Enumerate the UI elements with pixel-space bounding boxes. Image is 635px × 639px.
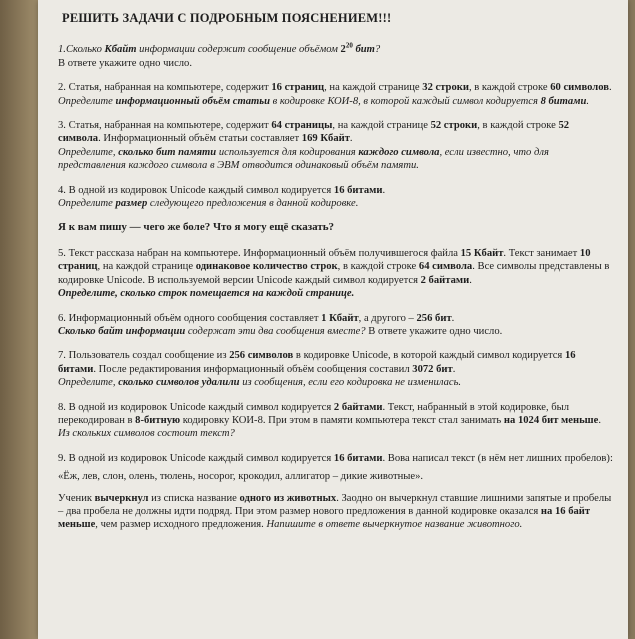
task-text: . xyxy=(382,184,386,196)
task-question: Определите xyxy=(58,95,116,107)
task-bold: 16 страниц xyxy=(271,82,325,94)
quoted-sentence: «Ёж, лев, слон, олень, тюлень, носорог, крокодил, аллигатор – дикие животные». xyxy=(58,471,424,483)
task-bold: 1 Кбайт xyxy=(321,312,359,324)
task-text: , в каждой строке xyxy=(337,261,419,273)
task-bold: 64 символа xyxy=(418,261,473,273)
task-text: . После редактирования информационный объём сообщения составил xyxy=(93,363,413,375)
task-question: Определите, xyxy=(58,146,119,158)
task-5 xyxy=(58,247,613,301)
task-text: , чем размер исходного предложения. xyxy=(95,519,267,531)
task-text: 9. В одной из кодировок Unicode каждый символ кодируется xyxy=(58,452,334,464)
worksheet xyxy=(58,8,613,543)
task-answer-note: В ответе укажите одно число. xyxy=(58,57,193,69)
task-text: . xyxy=(452,363,456,375)
task-answer-note: В ответе укажите одно число. xyxy=(365,325,503,337)
task-bold: 10 страниц xyxy=(58,247,591,273)
task-4 xyxy=(58,184,613,211)
task-question: , если известно, что для представления каждого символа в ЭВМ отводится одинаковый объём памяти. xyxy=(58,146,549,172)
task-text: . Заодно он вычеркнул ставшие лишними запятые и пробелы – два пробела не должны идти подряд. При этом размер нового предложения в данной кодировке оказался xyxy=(58,492,612,517)
task-question: Из скольких символов состоит текст? xyxy=(58,428,235,440)
task-text: , на каждой странице xyxy=(97,261,196,273)
task-bold: 52 строки xyxy=(430,120,478,132)
task-text: , в каждой строке xyxy=(468,82,551,94)
task-bold: Кбайт xyxy=(104,44,137,56)
task-question: содержат эти два сообщения вместе? xyxy=(185,325,366,337)
exponent: 20 xyxy=(345,41,353,50)
task-2 xyxy=(58,81,613,108)
task-text: 6. Информационный объём одного сообщения составляет xyxy=(58,312,322,324)
task-text: 5. Текст рассказа набран на компьютере. Информационный объём получившегося файла xyxy=(58,247,461,259)
task-question: в кодировке КОИ-8, в которой каждый символ кодируется xyxy=(269,95,541,107)
task-text: 4. В одной из кодировок Unicode каждый символ кодируется xyxy=(58,184,334,196)
section-heading: Я к вам пишу — чего же боле? Что я могу ещё сказать? xyxy=(58,221,335,234)
task-8 xyxy=(58,401,613,441)
task-text: . xyxy=(609,82,612,94)
task-question-bold: размер xyxy=(115,198,148,210)
page-title: РЕШИТЬ ЗАДАЧИ С ПОДРОБНЫМ ПОЯСНЕНИЕМ!!! xyxy=(62,11,392,25)
task-question-bold: сколько символов удалили xyxy=(118,377,240,389)
task-question: Определите, xyxy=(58,377,119,389)
task-question: . xyxy=(586,95,590,107)
task-bold: 256 бит xyxy=(416,312,452,324)
task-6 xyxy=(58,312,613,339)
task-question: Определите xyxy=(58,198,116,210)
task-text: информации содержит сообщение объёмом xyxy=(136,44,341,56)
task-bold: 32 строки xyxy=(422,82,469,94)
task-text: . xyxy=(349,133,353,145)
task-text: . Информационный объём статьи составляет xyxy=(98,133,302,145)
task-text: 3. Статья, набранная на компьютере, содержит xyxy=(58,120,272,132)
task-bold: 256 символов xyxy=(229,350,294,362)
task-text: , на каждой странице xyxy=(324,82,423,94)
task-text: , в каждой строке xyxy=(477,120,559,132)
task-question: из сообщения, если его кодировка не изменилась. xyxy=(239,377,462,389)
task-text: в кодировке Unicode, в которой каждый символ кодируется xyxy=(293,350,565,362)
task-question: следующего предложения в данной кодировке. xyxy=(147,198,359,210)
task-question: используется для кодирования xyxy=(216,146,359,158)
task-bold: 2 байтами xyxy=(420,274,470,286)
task-text: 2. Статья, набранная на компьютере, содержит xyxy=(58,82,272,94)
task-bold: 16 битами xyxy=(58,350,576,375)
task-text: 8. В одной из кодировок Unicode каждый символ кодируется xyxy=(58,401,334,413)
task-bold: на 16 байт меньше xyxy=(58,505,591,531)
task-text: . Текст, набранный в этой кодировке, был перекодирован в xyxy=(58,401,570,426)
task-text: . Все символы представлены в кодировке Unicode. В используемой версии Unicode каждый символ кодируется xyxy=(58,261,610,286)
task-bold: 64 страницы xyxy=(271,120,333,132)
task-7 xyxy=(58,349,613,389)
task-bold: 2 xyxy=(340,44,346,56)
task-bold: вычеркнул xyxy=(94,492,149,504)
task-question-bold: сколько бит памяти xyxy=(118,146,217,158)
task-bold: 16 битами xyxy=(333,452,383,464)
desk-edge xyxy=(0,0,38,639)
task-bold: бит xyxy=(352,44,375,56)
task-1 xyxy=(58,43,613,70)
task-question: Напишите в ответе вычеркнутое название животного. xyxy=(266,519,523,531)
task-bold: 52 символа xyxy=(58,120,570,145)
task-bold: одинаковое количество строк xyxy=(195,261,338,273)
task-bold: 8-битную xyxy=(135,414,181,426)
task-question-bold: информационный объём статьи xyxy=(115,95,270,107)
task-text: . xyxy=(469,274,472,286)
task-text: кодировку КОИ-8. При этом в памяти компьютера текст стал занимать xyxy=(180,414,504,426)
task-text: Ученик xyxy=(58,492,95,504)
paper-sheet xyxy=(38,0,628,639)
task-question-bold: каждого символа xyxy=(358,146,440,158)
task-text: . Текст занимает xyxy=(503,247,580,259)
task-text: из списка название xyxy=(148,492,240,504)
task-3 xyxy=(58,119,613,173)
task-text: . Вова написал текст (в нём нет лишних пробелов): xyxy=(382,452,613,464)
task-bold: 60 символов xyxy=(550,82,609,94)
task-bold: 3072 бит xyxy=(412,363,453,375)
task-9 xyxy=(58,452,613,532)
task-text: ? xyxy=(374,44,381,56)
task-text: . xyxy=(598,414,601,426)
task-bold: на 1024 бит меньше xyxy=(503,414,599,426)
task-bold: 2 байтами xyxy=(333,401,383,413)
task-text: , а другого – xyxy=(358,312,417,324)
task-bold: 16 битами xyxy=(333,184,383,196)
task-text: . xyxy=(451,312,455,324)
task-text: 1.Сколько xyxy=(58,44,105,56)
task-question-bold: Сколько байт информации xyxy=(58,325,186,337)
task-question: Определите, сколько строк помещается на каждой странице. xyxy=(58,288,355,300)
task-bold: 15 Кбайт xyxy=(460,247,504,259)
task-text: 7. Пользователь создал сообщение из xyxy=(58,350,230,362)
task-bold: 169 Кбайт xyxy=(301,133,350,145)
task-question-bold: 8 битами xyxy=(540,95,587,107)
task-text: , на каждой странице xyxy=(332,120,431,132)
task-bold: одного из животных xyxy=(239,492,337,504)
